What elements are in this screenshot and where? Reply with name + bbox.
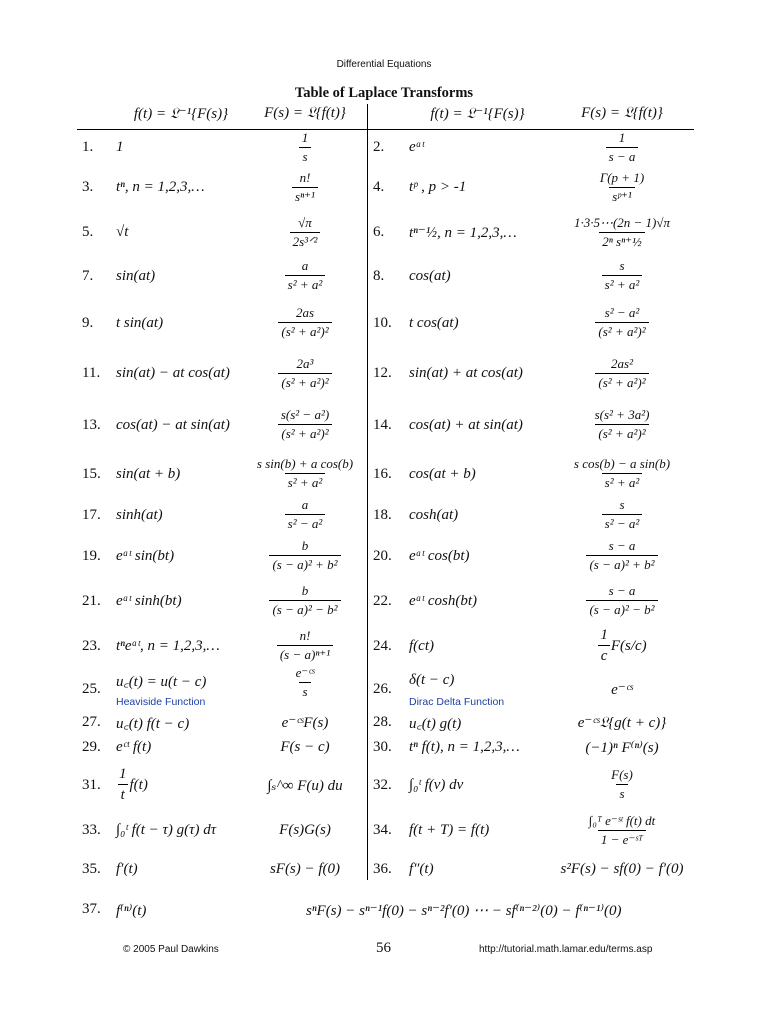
table-row xyxy=(0,534,768,578)
transform xyxy=(247,398,363,452)
row-number: 13. xyxy=(82,416,101,433)
transform-denominator: (s² + a²)² xyxy=(278,373,331,391)
transform-numerator: 2as xyxy=(295,305,315,321)
transform-numerator: 2a³ xyxy=(296,355,314,371)
transform xyxy=(562,452,682,496)
time-function: sin(at) + at cos(at) xyxy=(409,365,523,381)
transform-fraction xyxy=(278,306,331,340)
transform xyxy=(247,496,363,534)
table-row xyxy=(0,255,768,297)
transform-denominator: s² + a² xyxy=(602,473,643,491)
transform xyxy=(247,297,363,349)
transform: e⁻ᶜˢ𝔏{g(t + c)} xyxy=(577,715,667,731)
time-function: f(t + T) = f(t) xyxy=(409,822,490,838)
footer-copyright: © 2005 Paul Dawkins xyxy=(123,944,219,955)
time-function: cos(at) + at sin(at) xyxy=(409,416,523,433)
time-function-numerator: 1 xyxy=(119,765,127,782)
transform-fraction xyxy=(290,216,321,250)
transform-fraction xyxy=(285,259,326,293)
transform-denominator: s² + a² xyxy=(285,275,326,293)
dirac-delta-function-link[interactable]: Dirac Delta Function xyxy=(409,696,505,708)
transform-denominator: s² + a² xyxy=(285,473,326,491)
time-function: cos(at + b) xyxy=(409,465,476,482)
transform-fraction xyxy=(586,584,657,618)
row-number: 17. xyxy=(82,506,101,523)
time-function: eᵃᵗ sin(bt) xyxy=(116,547,175,564)
time-function: u꜀(t) f(t − c) xyxy=(116,715,190,732)
transform-fraction xyxy=(278,408,332,442)
transform-numerator: s² − a² xyxy=(604,305,640,321)
transform-denominator: (s² + a²)² xyxy=(595,373,648,391)
row-number: 5. xyxy=(82,224,94,240)
time-function: sin(at + b) xyxy=(116,465,181,482)
transform: ∫ₛ^∞ F(u) du xyxy=(267,777,343,794)
time-function: ∫₀ᵗ f(v) dv xyxy=(409,776,464,793)
transform-denominator: s xyxy=(299,682,310,700)
row-number: 33. xyxy=(82,822,101,838)
transform xyxy=(247,578,363,624)
transform-denominator: 2ⁿ sⁿ⁺½ xyxy=(599,232,645,250)
time-function: sin(at) − at cos(at) xyxy=(116,365,230,381)
time-function: eᵃᵗ sinh(bt) xyxy=(116,592,182,609)
row-number: 2. xyxy=(373,139,385,155)
transform-denominator: s² − a² xyxy=(602,514,643,532)
row-number: 8. xyxy=(373,267,385,284)
time-function: √t xyxy=(116,224,129,240)
transform-numerator: 1 xyxy=(618,129,626,145)
column-header-left-F: F(s) = 𝔏{f(t)} xyxy=(264,105,346,121)
transform-fraction xyxy=(597,171,647,205)
footer-url: http://tutorial.math.lamar.edu/terms.asp xyxy=(479,944,653,955)
row-number: 27. xyxy=(82,714,101,730)
row-number: 3. xyxy=(82,179,94,195)
transform-denominator: 2s³ᐟ² xyxy=(290,232,321,250)
time-function: tⁿ f(t), n = 1,2,3,… xyxy=(409,739,520,755)
transform-denominator: s − a xyxy=(606,147,639,165)
transform-fraction xyxy=(571,457,673,491)
transform-denominator: s xyxy=(299,147,310,165)
page-header: Differential Equations xyxy=(336,59,432,70)
transform-fraction xyxy=(571,216,673,250)
time-function: cos(at) − at sin(at) xyxy=(116,416,230,433)
time-function: eᵃᵗ cos(bt) xyxy=(409,547,470,564)
row-number: 7. xyxy=(82,267,94,284)
transform-numerator: 1·3·5⋯(2n − 1)√π xyxy=(573,214,671,230)
transform-numerator: 1 xyxy=(301,129,309,145)
row-number: 24. xyxy=(373,637,392,654)
transform-denominator: (s − a)ⁿ⁺¹ xyxy=(277,645,333,663)
transform xyxy=(247,664,363,699)
time-function: eᵃᵗ xyxy=(409,139,425,155)
transform xyxy=(247,210,363,255)
time-function: ∫₀ᵗ f(t − τ) g(τ) dτ xyxy=(116,822,217,838)
transform-denominator: (s − a)² − b² xyxy=(586,600,657,618)
table-row xyxy=(0,398,768,452)
transform xyxy=(247,452,363,496)
time-function: f″(t) xyxy=(409,860,434,877)
transform-fraction xyxy=(592,408,653,442)
transform-fraction xyxy=(299,131,312,165)
page-title: Table of Laplace Transforms xyxy=(294,85,474,101)
transform: (−1)ⁿ F⁽ⁿ⁾(s) xyxy=(585,740,659,756)
transform xyxy=(562,349,682,398)
transform-denominator: (s² + a²)² xyxy=(278,322,331,340)
transform: e⁻ᶜˢF(s) xyxy=(281,715,329,731)
table-row xyxy=(0,760,768,810)
row-37-number: 37. xyxy=(82,901,101,917)
transform-fraction xyxy=(586,814,658,848)
transform xyxy=(562,810,682,851)
transform-denominator: s² − a² xyxy=(285,514,326,532)
transform-numerator: s xyxy=(619,497,625,513)
heaviside-function-link[interactable]: Heaviside Function xyxy=(116,696,206,708)
transform-numerator: b xyxy=(301,538,309,554)
transform-numerator: s sin(b) + a cos(b) xyxy=(256,456,354,472)
time-function-tail: f(t) xyxy=(129,776,148,793)
transform-denominator: (s − a)² + b² xyxy=(269,555,340,573)
transform xyxy=(247,624,363,668)
row-number: 34. xyxy=(373,822,392,838)
transform xyxy=(562,210,682,255)
transform-fraction xyxy=(277,629,333,663)
row-number: 29. xyxy=(82,739,101,755)
transform-numerator: n! xyxy=(299,628,311,644)
row-number: 4. xyxy=(373,179,385,195)
transform-tail: F(s/c) xyxy=(610,637,647,654)
transform-numerator: √π xyxy=(298,214,312,230)
time-function: sin(at) xyxy=(116,267,156,284)
transform-numerator: Γ(p + 1) xyxy=(599,169,645,185)
transform-fraction xyxy=(586,539,657,573)
time-function: u꜀(t) = u(t − c) xyxy=(116,673,207,690)
transform-denominator: (s² + a²)² xyxy=(595,322,648,340)
row-number: 18. xyxy=(373,506,392,523)
transform xyxy=(562,578,682,624)
transform-numerator: s cos(b) − a sin(b) xyxy=(573,456,671,472)
table-row xyxy=(0,297,768,349)
row-number: 23. xyxy=(82,637,101,654)
time-function: eᵃᵗ cosh(bt) xyxy=(409,592,478,609)
transform xyxy=(562,297,682,349)
transform xyxy=(247,349,363,398)
row-number: 19. xyxy=(82,547,101,564)
transform xyxy=(562,165,682,210)
column-header-right-f: f(t) = 𝔏⁻¹{F(s)} xyxy=(430,106,525,122)
row-37-transform: sⁿF(s) − sⁿ⁻¹f(0) − sⁿ⁻²f′(0) ⋯ − sf⁽ⁿ⁻²⁾(0) − f⁽ⁿ⁻¹⁾(0) xyxy=(306,903,622,919)
transform: s²F(s) − sf(0) − f′(0) xyxy=(560,860,684,877)
transform-denominator: s xyxy=(616,784,627,802)
table-row xyxy=(0,165,768,210)
time-function xyxy=(116,760,248,810)
row-number: 25. xyxy=(82,680,101,697)
transform xyxy=(247,165,363,210)
transform-numerator: a xyxy=(301,497,309,513)
transform: e⁻ᶜˢ xyxy=(611,681,633,698)
row-number: 15. xyxy=(82,465,101,482)
transform-fraction xyxy=(608,768,636,802)
transform-fraction xyxy=(285,498,326,532)
time-function: cos(at) xyxy=(409,267,451,284)
table-row xyxy=(0,349,768,398)
transform xyxy=(562,624,682,668)
time-function: tᵖ , p > -1 xyxy=(409,179,467,195)
row-number: 16. xyxy=(373,465,392,482)
row-number: 21. xyxy=(82,592,101,609)
row-number: 28. xyxy=(373,714,392,730)
time-function: tⁿ⁻½, n = 1,2,3,… xyxy=(409,225,517,241)
row-number: 30. xyxy=(373,739,392,755)
transform-fraction xyxy=(269,539,340,573)
time-function: δ(t − c) xyxy=(409,672,455,689)
transform xyxy=(562,760,682,810)
transform xyxy=(562,130,682,165)
transform-fraction xyxy=(595,306,648,340)
row-number: 22. xyxy=(373,592,392,609)
time-function: tⁿ, n = 1,2,3,… xyxy=(116,179,205,195)
transform-denominator: (s² + a²)² xyxy=(278,424,331,442)
table-row xyxy=(0,710,768,735)
transform-denominator: sᵖ⁺¹ xyxy=(609,187,635,205)
table-row xyxy=(0,735,768,760)
time-function: tⁿeᵃᵗ, n = 1,2,3,… xyxy=(116,637,220,654)
transform xyxy=(562,398,682,452)
transform: sF(s) − f(0) xyxy=(269,860,341,877)
transform-denominator: (s² + a²)² xyxy=(595,424,648,442)
transform-denominator: (s − a)² + b² xyxy=(586,555,657,573)
transform-fraction xyxy=(597,627,611,666)
row-number: 9. xyxy=(82,314,94,331)
transform xyxy=(562,496,682,534)
time-function: f(ct) xyxy=(409,637,434,654)
time-function: sinh(at) xyxy=(116,506,163,523)
transform xyxy=(247,534,363,578)
table-row xyxy=(0,810,768,851)
transform-numerator: s − a xyxy=(608,538,636,554)
transform-numerator: s(s² − a²) xyxy=(280,407,330,423)
time-function-fraction xyxy=(116,766,130,805)
transform-denominator: s² + a² xyxy=(602,275,643,293)
transform-fraction xyxy=(606,131,639,165)
transform-fraction xyxy=(254,457,356,491)
table-row xyxy=(0,130,768,165)
time-function: t cos(at) xyxy=(409,314,459,331)
time-function: t sin(at) xyxy=(116,314,164,331)
transform-numerator: s xyxy=(619,258,625,274)
table-row xyxy=(0,624,768,668)
column-header-left-f: f(t) = 𝔏⁻¹{F(s)} xyxy=(133,106,229,122)
table-row xyxy=(0,664,768,710)
row-number: 11. xyxy=(82,365,101,381)
transform xyxy=(562,534,682,578)
transform xyxy=(562,255,682,297)
time-function-denominator: t xyxy=(118,784,128,804)
row-number: 20. xyxy=(373,547,392,564)
transform-fraction xyxy=(602,259,643,293)
transform-numerator: e⁻ᶜˢ xyxy=(295,664,315,680)
row-number: 32. xyxy=(373,776,392,793)
transform-numerator: b xyxy=(301,583,309,599)
table-row xyxy=(0,452,768,496)
transform-numerator: 1 xyxy=(600,626,608,643)
table-row xyxy=(0,210,768,255)
row-number: 36. xyxy=(373,860,392,877)
row-number: 26. xyxy=(373,680,392,697)
table-row xyxy=(0,496,768,534)
transform-fraction xyxy=(269,584,340,618)
table-row xyxy=(0,851,768,887)
transform xyxy=(247,255,363,297)
transform: F(s − c) xyxy=(280,739,330,755)
row-number: 31. xyxy=(82,776,101,793)
transform-numerator: ∫₀ᵀ e⁻ˢᵗ f(t) dt xyxy=(588,812,656,828)
row-number: 1. xyxy=(82,139,94,155)
transform-fraction xyxy=(293,666,318,700)
time-function: eᶜᵗ f(t) xyxy=(116,739,152,755)
transform-numerator: s − a xyxy=(608,583,636,599)
transform-fraction xyxy=(595,357,648,391)
transform-fraction xyxy=(278,357,331,391)
transform-numerator: a xyxy=(301,258,309,274)
transform-fraction xyxy=(602,498,643,532)
row-number: 14. xyxy=(373,416,392,433)
footer-page-number: 56 xyxy=(376,940,391,956)
row-number: 6. xyxy=(373,224,385,240)
row-number: 12. xyxy=(373,365,392,381)
row-number: 10. xyxy=(373,314,392,331)
transform-numerator: s(s² + 3a²) xyxy=(594,407,650,423)
table-row xyxy=(0,578,768,624)
transform-denominator: c xyxy=(598,645,611,665)
transform-denominator: 1 − e⁻ˢᵀ xyxy=(598,830,646,848)
transform-numerator: 2as² xyxy=(611,355,633,371)
time-function: 1 xyxy=(116,139,124,155)
transform-fraction xyxy=(292,171,318,205)
transform xyxy=(247,130,363,165)
time-function: f′(t) xyxy=(116,860,138,877)
time-function: u꜀(t) g(t) xyxy=(409,715,462,732)
row-37-function: f⁽ⁿ⁾(t) xyxy=(116,903,147,919)
column-header-right-F: F(s) = 𝔏{f(t)} xyxy=(581,105,663,121)
transform-denominator: (s − a)² − b² xyxy=(269,600,340,618)
transform-denominator: sⁿ⁺¹ xyxy=(292,187,318,205)
time-function: cosh(at) xyxy=(409,506,459,523)
row-number: 35. xyxy=(82,860,101,877)
transform-numerator: F(s) xyxy=(611,767,633,783)
transform: F(s)G(s) xyxy=(279,822,331,838)
transform-numerator: n! xyxy=(299,169,311,185)
